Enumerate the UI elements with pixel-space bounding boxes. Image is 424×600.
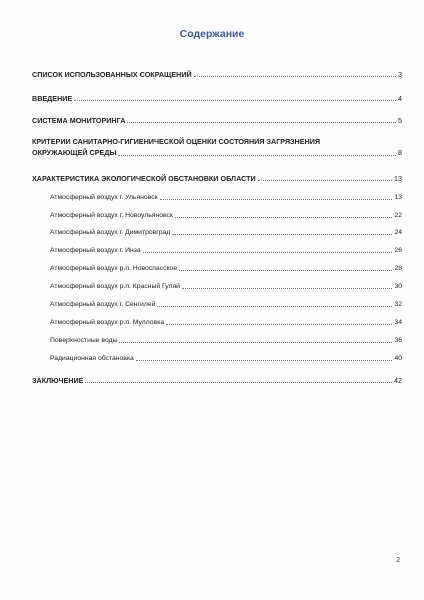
toc-entry-label: Атмосферный воздух г. Ульяновск [50, 194, 158, 201]
leader-dots [258, 180, 392, 181]
toc-entry-label-line1: КРИТЕРИИ САНИТАРНО-ГИГИЕНИЧЕСКОЙ ОЦЕНКИ СОСТОЯНИЯ ЗАГРЯЗНЕНИЯ [32, 137, 321, 146]
toc-entry-ulyanovsk[interactable] [32, 193, 402, 202]
leader-dots [172, 234, 392, 235]
toc-entry-label: Атмосферный воздух р.п. Мулловка [50, 319, 165, 326]
toc-entry-page: 13 [394, 194, 402, 201]
toc-entry-label: Атмосферный воздух г. Димитровград [50, 229, 171, 236]
toc-entry-page: 5 [398, 116, 402, 125]
toc-entry-surface-water[interactable] [32, 336, 402, 345]
leader-dots [118, 155, 396, 156]
toc-entry-page: 32 [394, 301, 402, 308]
toc-entry-page: 3 [398, 70, 402, 79]
leader-dots [127, 122, 396, 123]
toc-entry-ecology[interactable] [32, 174, 402, 183]
toc-entry-label: Атмосферный воздух г. Новоульяновск [50, 212, 173, 219]
toc-entry-inza[interactable] [32, 246, 402, 255]
toc-entry-label: Атмосферный воздух р.п. Красный Гуляй [50, 283, 180, 290]
toc-entry-page: 8 [398, 148, 402, 157]
toc-entry-page: 13 [394, 174, 402, 183]
toc-entry-criteria[interactable] [32, 136, 402, 158]
toc-entry-label: Атмосферный воздух г. Сенгилей [50, 301, 156, 308]
toc-entry-novospasskoe[interactable] [32, 264, 402, 273]
toc-entry-label: ВВЕДЕНИЕ [32, 94, 73, 103]
page-title: Содержание [179, 28, 245, 40]
toc-entry-page: 28 [394, 265, 402, 272]
leader-dots [157, 306, 392, 307]
toc-entry-introduction[interactable] [32, 94, 402, 103]
toc-entry-label: Поверхностные воды [50, 337, 118, 344]
toc-entry-sengiley[interactable] [32, 300, 402, 309]
leader-dots [74, 100, 396, 101]
leader-dots [166, 324, 392, 325]
toc-entry-page: 36 [394, 337, 402, 344]
leader-dots [143, 252, 393, 253]
leader-dots [119, 342, 392, 343]
leader-dots [136, 360, 393, 361]
toc-entry-novoulyanovsk[interactable] [32, 211, 402, 220]
leader-dots [85, 382, 392, 383]
toc-entry-page: 42 [394, 376, 402, 385]
leader-dots [182, 288, 392, 289]
toc-entry-label: ХАРАКТЕРИСТИКА ЭКОЛОГИЧЕСКОЙ ОБСТАНОВКИ ОБЛАСТИ [32, 174, 256, 183]
leader-dots [175, 217, 393, 218]
toc-entry-label: Атмосферный воздух р.п. Новоспасское [50, 265, 178, 272]
toc-entry-abbreviations[interactable] [32, 70, 402, 79]
toc-entry-label: Атмосферный воздух г. Инза [50, 247, 141, 254]
toc-entry-label: ЗАКЛЮЧЕНИЕ [32, 376, 84, 385]
toc-entry-krasny-gulyai[interactable] [32, 282, 402, 291]
leader-dots [194, 76, 396, 77]
toc-entry-label: Радиационная обстановка [50, 355, 134, 362]
toc-entry-page: 22 [394, 212, 402, 219]
toc-entry-label-line2: ОКРУЖАЮЩЕЙ СРЕДЫ [32, 148, 117, 157]
toc-entry-label: СПИСОК ИСПОЛЬЗОВАННЫХ СОКРАЩЕНИЙ [32, 70, 192, 79]
toc-entry-radiation[interactable] [32, 354, 402, 363]
toc-entry-page: 40 [394, 355, 402, 362]
toc-entry-monitoring[interactable] [32, 116, 402, 125]
page-number: 2 [396, 557, 400, 564]
leader-dots [160, 199, 393, 200]
leader-dots [179, 270, 392, 271]
toc-entry-page: 30 [394, 283, 402, 290]
toc-entry-conclusion[interactable] [32, 376, 402, 385]
toc-entry-page: 26 [394, 247, 402, 254]
toc-entry-page: 4 [398, 94, 402, 103]
toc-entry-page: 34 [394, 319, 402, 326]
toc-entry-mullovka[interactable] [32, 318, 402, 327]
toc-entry-page: 24 [394, 229, 402, 236]
toc-entry-dimitrovgrad[interactable] [32, 228, 402, 237]
toc-entry-label: СИСТЕМА МОНИТОРИНГА [32, 116, 126, 125]
